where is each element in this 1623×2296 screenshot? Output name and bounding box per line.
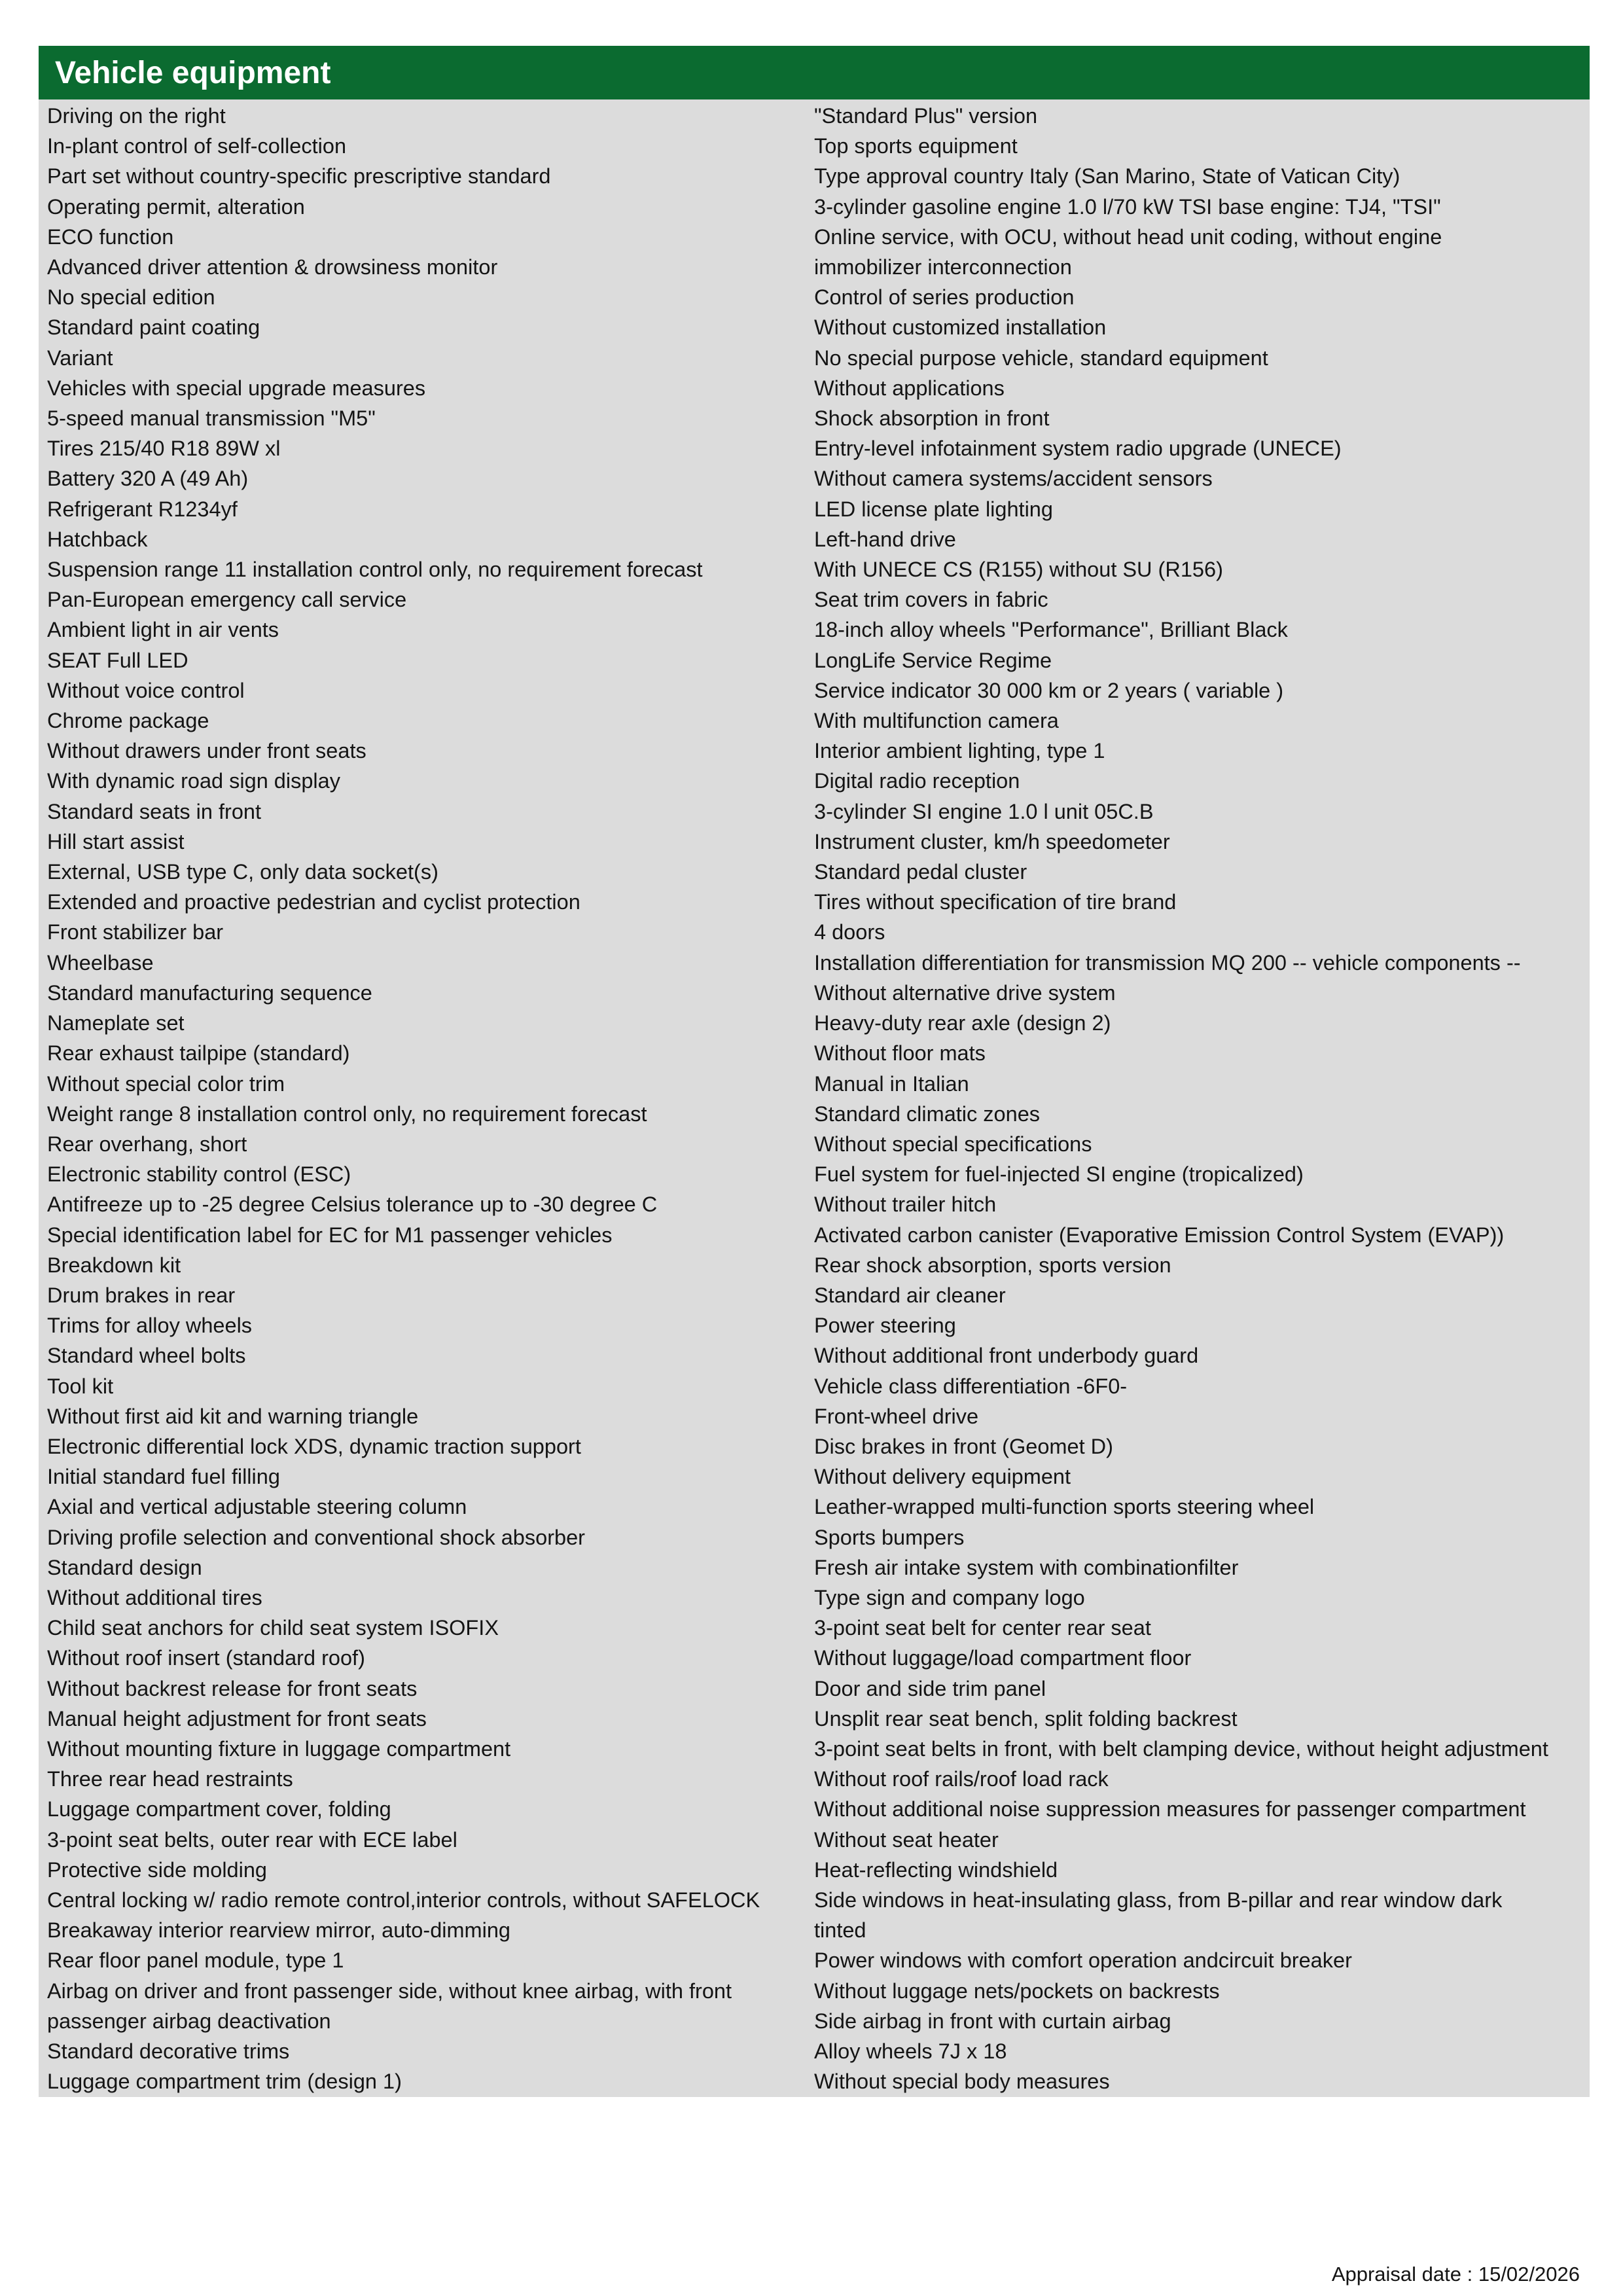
section-header: [39, 46, 1590, 99]
equipment-item: Without roof insert (standard roof): [47, 1646, 365, 1670]
equipment-item: Without backrest release for front seats: [47, 1676, 418, 1700]
equipment-item: Hill start assist: [47, 829, 185, 853]
equipment-item: Special identification label for EC for M1 passenger vehicles: [47, 1223, 613, 1247]
equipment-item: Breakdown kit: [47, 1253, 181, 1277]
equipment-item: Standard paint coating: [47, 315, 260, 340]
equipment-item: 18-inch alloy wheels "Performance", Brilliant Black: [814, 618, 1288, 642]
equipment-item: 3-point seat belts, outer rear with ECE label: [47, 1827, 457, 1852]
equipment-item: Fuel system for fuel-injected SI engine (tropicalized): [814, 1162, 1304, 1187]
equipment-item: Disc brakes in front (Geomet D): [814, 1434, 1113, 1458]
equipment-item: Axial and vertical adjustable steering column: [47, 1495, 467, 1519]
equipment-item: Without seat heater: [814, 1827, 999, 1852]
section-title: Vehicle equipment: [55, 55, 331, 90]
equipment-item: Leather-wrapped multi-function sports steering wheel: [814, 1495, 1315, 1519]
equipment-item: Hatchback: [47, 527, 148, 551]
equipment-item: Power steering: [814, 1314, 956, 1338]
vehicle-equipment-section: [39, 46, 1590, 2097]
equipment-item: 3-cylinder SI engine 1.0 l unit 05C.B: [814, 799, 1154, 823]
equipment-item: No special edition: [47, 285, 215, 310]
equipment-item: LED license plate lighting: [814, 497, 1053, 521]
equipment-column-right: [814, 101, 1590, 2096]
equipment-item: Without floor mats: [814, 1041, 986, 1066]
equipment-item: Suspension range 11 installation control only, no requirement forecast: [47, 558, 703, 582]
equipment-item: External, USB type C, only data socket(s): [47, 860, 438, 884]
equipment-item: Driving on the right: [47, 104, 226, 128]
equipment-item: tinted: [814, 1918, 866, 1943]
equipment-list: [39, 99, 1590, 2097]
equipment-item: Electronic differential lock XDS, dynamic traction support: [47, 1434, 581, 1458]
equipment-item: Standard wheel bolts: [47, 1344, 246, 1368]
equipment-item: Without additional noise suppression measures for passenger compartment: [814, 1797, 1526, 1821]
equipment-item: No special purpose vehicle, standard equipment: [814, 346, 1268, 370]
appraisal-date: Appraisal date : 15/02/2026: [1331, 2263, 1580, 2286]
equipment-item: Service indicator 30 000 km or 2 years ( variable ): [814, 678, 1284, 702]
equipment-item: Luggage compartment trim (design 1): [47, 2070, 402, 2094]
equipment-item: Ambient light in air vents: [47, 618, 279, 642]
equipment-item: Entry-level infotainment system radio upgrade (UNECE): [814, 437, 1342, 461]
equipment-item: Weight range 8 installation control only, no requirement forecast: [47, 1102, 647, 1126]
equipment-item: 5-speed manual transmission "M5": [47, 406, 376, 431]
equipment-item: Nameplate set: [47, 1011, 185, 1035]
equipment-item: Standard design: [47, 1555, 202, 1579]
equipment-item: Pan-European emergency call service: [47, 588, 407, 612]
equipment-item: Luggage compartment cover, folding: [47, 1797, 391, 1821]
equipment-item: Front stabilizer bar: [47, 920, 224, 944]
equipment-item: Airbag on driver and front passenger side, without knee airbag, with front: [47, 1979, 732, 2003]
equipment-item: Interior ambient lighting, type 1: [814, 739, 1105, 763]
equipment-item: With dynamic road sign display: [47, 769, 340, 793]
equipment-item: Rear exhaust tailpipe (standard): [47, 1041, 350, 1066]
equipment-item: Refrigerant R1234yf: [47, 497, 238, 521]
equipment-item: Shock absorption in front: [814, 406, 1050, 431]
equipment-item: Type sign and company logo: [814, 1585, 1085, 1609]
equipment-item: 3-point seat belts in front, with belt clamping device, without height adjustment: [814, 1736, 1548, 1761]
equipment-item: 3-cylinder gasoline engine 1.0 l/70 kW TSI base engine: TJ4, "TSI": [814, 194, 1441, 219]
equipment-item: Advanced driver attention & drowsiness monitor: [47, 255, 498, 279]
equipment-column-left: [39, 101, 814, 2096]
equipment-item: Rear shock absorption, sports version: [814, 1253, 1171, 1277]
equipment-item: Without applications: [814, 376, 1005, 400]
equipment-item: passenger airbag deactivation: [47, 2009, 331, 2033]
equipment-item: Activated carbon canister (Evaporative Emission Control System (EVAP)): [814, 1223, 1505, 1247]
equipment-item: Rear overhang, short: [47, 1132, 247, 1156]
equipment-item: Unsplit rear seat bench, split folding backrest: [814, 1706, 1238, 1731]
equipment-item: Without delivery equipment: [814, 1465, 1071, 1489]
equipment-item: Without luggage/load compartment floor: [814, 1646, 1192, 1670]
equipment-item: Without voice control: [47, 678, 245, 702]
equipment-item: Breakaway interior rearview mirror, auto-dimming: [47, 1918, 511, 1943]
equipment-item: LongLife Service Regime: [814, 648, 1052, 672]
equipment-item: Central locking w/ radio remote control,interior controls, without SAFELOCK: [47, 1888, 760, 1912]
equipment-item: immobilizer interconnection: [814, 255, 1072, 279]
equipment-item: Standard manufacturing sequence: [47, 980, 372, 1005]
equipment-item: Protective side molding: [47, 1857, 267, 1882]
equipment-item: Manual in Italian: [814, 1071, 969, 1096]
equipment-item: With UNECE CS (R155) without SU (R156): [814, 558, 1223, 582]
equipment-item: Alloy wheels 7J x 18: [814, 2039, 1007, 2063]
equipment-item: Left-hand drive: [814, 527, 956, 551]
equipment-item: Without roof rails/roof load rack: [814, 1767, 1109, 1791]
equipment-item: Sports bumpers: [814, 1525, 965, 1549]
equipment-item: Manual height adjustment for front seats: [47, 1706, 427, 1731]
equipment-item: Tires without specification of tire brand: [814, 890, 1177, 914]
equipment-item: Front-wheel drive: [814, 1404, 979, 1428]
equipment-item: Driving profile selection and conventional shock absorber: [47, 1525, 585, 1549]
equipment-item: Without first aid kit and warning triangle: [47, 1404, 419, 1428]
equipment-item: Without special body measures: [814, 2070, 1110, 2094]
equipment-item: Fresh air intake system with combinationfilter: [814, 1555, 1239, 1579]
equipment-item: Standard air cleaner: [814, 1283, 1006, 1307]
equipment-item: Electronic stability control (ESC): [47, 1162, 351, 1187]
equipment-item: Standard decorative trims: [47, 2039, 290, 2063]
equipment-item: Antifreeze up to -25 degree Celsius tolerance up to -30 degree C: [47, 1193, 658, 1217]
equipment-item: Type approval country Italy (San Marino, State of Vatican City): [814, 164, 1400, 188]
equipment-item: Without camera systems/accident sensors: [814, 467, 1213, 491]
equipment-item: Without drawers under front seats: [47, 739, 366, 763]
equipment-item: Power windows with comfort operation andcircuit breaker: [814, 1948, 1352, 1973]
equipment-item: ECO function: [47, 224, 174, 249]
equipment-item: Wheelbase: [47, 950, 154, 975]
equipment-item: Vehicle class differentiation -6F0-: [814, 1374, 1128, 1398]
equipment-item: Online service, with OCU, without head unit coding, without engine: [814, 224, 1442, 249]
equipment-item: Standard pedal cluster: [814, 860, 1027, 884]
equipment-item: Installation differentiation for transmission MQ 200 -- vehicle components --: [814, 950, 1521, 975]
equipment-item: Digital radio reception: [814, 769, 1020, 793]
equipment-item: Heavy-duty rear axle (design 2): [814, 1011, 1111, 1035]
equipment-item: Part set without country-specific prescriptive standard: [47, 164, 551, 188]
equipment-item: Trims for alloy wheels: [47, 1314, 253, 1338]
equipment-item: Tool kit: [47, 1374, 114, 1398]
equipment-item: With multifunction camera: [814, 709, 1059, 733]
equipment-item: Three rear head restraints: [47, 1767, 293, 1791]
equipment-item: Battery 320 A (49 Ah): [47, 467, 249, 491]
equipment-item: Initial standard fuel filling: [47, 1465, 280, 1489]
equipment-item: Top sports equipment: [814, 134, 1018, 158]
equipment-item: SEAT Full LED: [47, 648, 188, 672]
equipment-item: Without additional front underbody guard: [814, 1344, 1199, 1368]
equipment-item: Without additional tires: [47, 1585, 262, 1609]
equipment-item: Seat trim covers in fabric: [814, 588, 1048, 612]
equipment-item: Drum brakes in rear: [47, 1283, 236, 1307]
equipment-item: Rear floor panel module, type 1: [47, 1948, 344, 1973]
equipment-item: Without luggage nets/pockets on backrests: [814, 1979, 1220, 2003]
equipment-item: Without special specifications: [814, 1132, 1092, 1156]
equipment-item: Without special color trim: [47, 1071, 285, 1096]
equipment-item: Without trailer hitch: [814, 1193, 997, 1217]
equipment-item: Door and side trim panel: [814, 1676, 1046, 1700]
equipment-item: Without alternative drive system: [814, 980, 1116, 1005]
equipment-item: Extended and proactive pedestrian and cyclist protection: [47, 890, 580, 914]
equipment-item: In-plant control of self-collection: [47, 134, 347, 158]
equipment-item: Without mounting fixture in luggage compartment: [47, 1736, 511, 1761]
equipment-item: 3-point seat belt for center rear seat: [814, 1616, 1151, 1640]
equipment-item: Without customized installation: [814, 315, 1107, 340]
equipment-item: Vehicles with special upgrade measures: [47, 376, 426, 400]
equipment-item: Side airbag in front with curtain airbag: [814, 2009, 1171, 2033]
equipment-item: 4 doors: [814, 920, 885, 944]
equipment-item: Chrome package: [47, 709, 209, 733]
equipment-item: Heat-reflecting windshield: [814, 1857, 1058, 1882]
equipment-item: Variant: [47, 346, 113, 370]
equipment-item: Control of series production: [814, 285, 1075, 310]
equipment-item: Tires 215/40 R18 89W xl: [47, 437, 281, 461]
equipment-item: Operating permit, alteration: [47, 194, 305, 219]
equipment-item: Side windows in heat-insulating glass, from B-pillar and rear window dark: [814, 1888, 1503, 1912]
equipment-item: "Standard Plus" version: [814, 104, 1038, 128]
equipment-item: Standard seats in front: [47, 799, 261, 823]
equipment-item: Standard climatic zones: [814, 1102, 1041, 1126]
equipment-item: Instrument cluster, km/h speedometer: [814, 829, 1170, 853]
equipment-item: Child seat anchors for child seat system ISOFIX: [47, 1616, 499, 1640]
